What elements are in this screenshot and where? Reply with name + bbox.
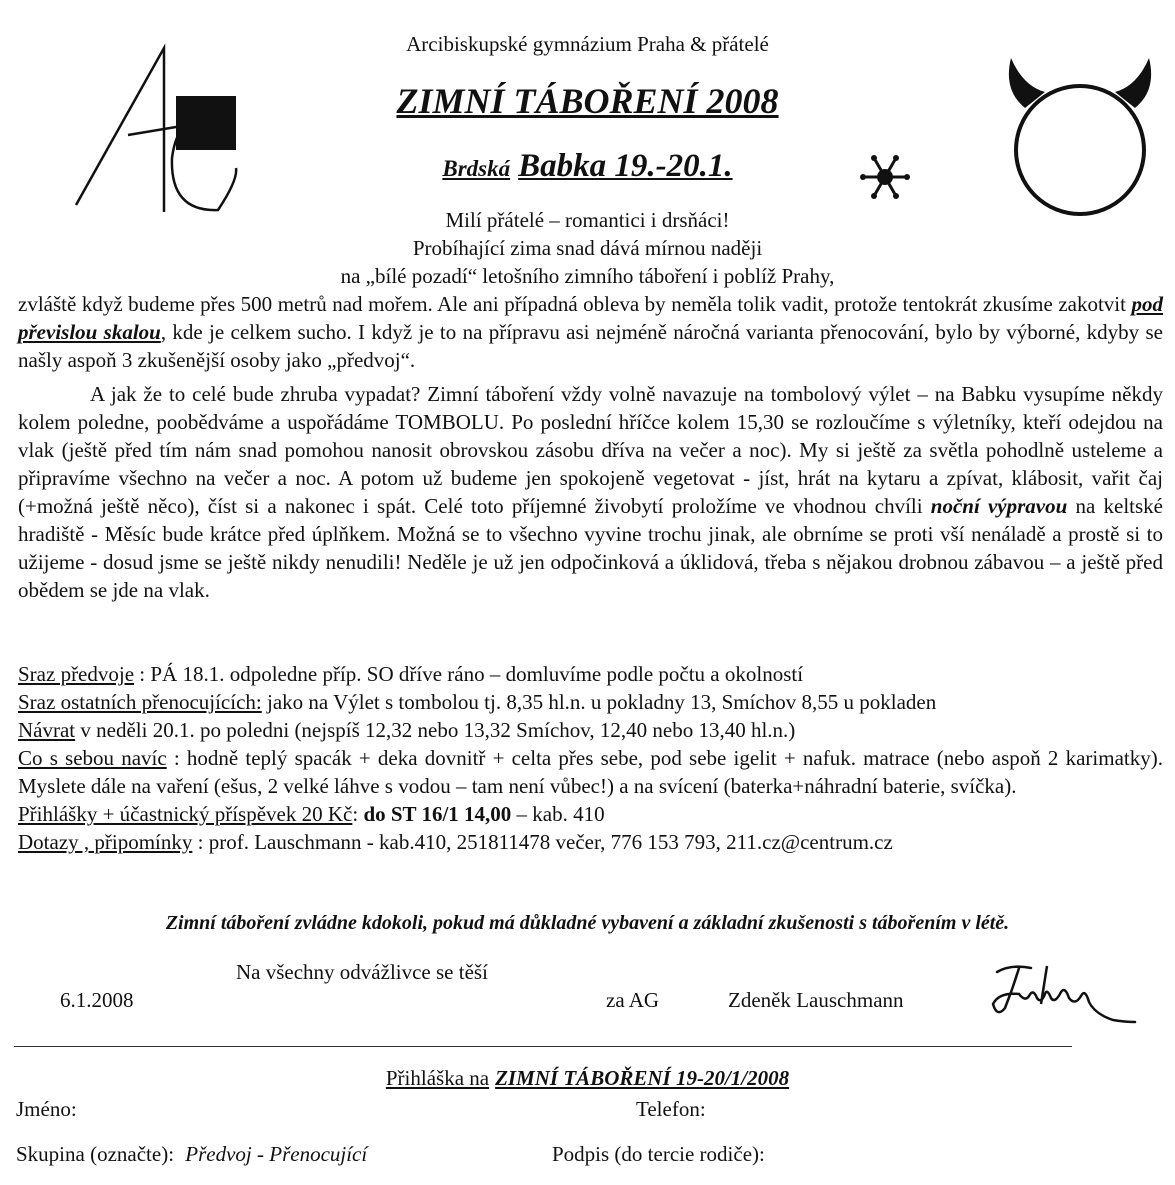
form-title	[0, 1066, 1175, 1091]
paragraph-2-emphasis: noční výpravou	[930, 494, 1068, 518]
group-field-label: Skupina (označte):	[16, 1142, 175, 1166]
paragraph-2-text-a: A jak že to celé bude zhruba vypadat? Zimní táboření vždy volně navazuje na tombolový výlet – na Babku vysupíme někdy kolem poledne, poobědváme a uspořádáme TOMBOLU. Po poslední hříčce kolem 15,30 se rozloučíme s výletníky, kteří odejdou na vlak (ještě před tím nám snad pomohou nanosit obrovskou zásobu dříva na večer a noc). My si ještě za světla pohodlně usteleme a připravíme všechno na večer a noc. A potom už budeme jen spokojeně vegetovat - jíst, hrát na kytaru a zpívat, klábosit, vařit čaj (+možná ještě něco), číst si a nakonec i spát. Celé toto příjemné živobytí proložíme ve vhodnou chvíli	[18, 382, 1163, 518]
phone-field-label: Telefon:	[636, 1097, 706, 1121]
form-title-prefix: Přihláška na	[385, 1066, 490, 1090]
info-sraz-predvoje	[18, 660, 1163, 688]
info-value: v neděli 20.1. po poledni (nejspíš 12,32 nebo 13,32 Smíchov, 12,40 nebo 13,40 hl.n.)	[75, 718, 796, 742]
devil-face-icon	[995, 50, 1165, 220]
paragraph-1-text-b: , kde je celkem sucho. I když je to na přípravu asi nejméně náročná varianta přenocování, bylo by výborné, kdyby se našly aspoň 3 zkušenější osoby jako „předvoj“.	[18, 320, 1163, 372]
paragraph-1-text-a: zvláště když budeme přes 500 metrů nad mořem. Ale ani případná obleva by neměla tolik vadit, protože tentokrát zkusíme zakotvit	[18, 292, 1132, 316]
intro-line-3: na „bílé pozadí“ letošního zimního táboření i poblíž Prahy,	[340, 264, 835, 288]
info-label: Sraz předvoje	[18, 662, 135, 686]
organization-name: Arcibiskupské gymnázium Praha & přátelé	[406, 32, 769, 56]
info-label: Dotazy , připomínky	[18, 830, 193, 854]
info-label: Sraz ostatních přenocujících:	[18, 690, 262, 714]
info-label: Co s sebou navíc	[18, 746, 167, 770]
info-value: – kab. 410	[511, 802, 605, 826]
info-value: : PÁ 18.1. odpoledne příp. SO dříve ráno – domluvíme podle počtu a okolností	[134, 662, 804, 686]
on-behalf-of: za AG	[606, 988, 660, 1012]
greeting: Na všechny odvážlivce se těší	[236, 960, 488, 984]
page-title: ZIMNÍ TÁBOŘENÍ 2008	[396, 81, 779, 121]
intro-line-1: Milí přátelé – romantici i drsňáci!	[445, 208, 730, 232]
info-value: : prof. Lauschmann - kab.410, 251811478 večer, 776 153 793, 211.cz@centrum.cz	[192, 830, 893, 854]
info-dotazy	[18, 828, 1163, 856]
name-field-label: Jméno:	[16, 1097, 77, 1121]
signature-field-label: Podpis (do tercie rodiče):	[552, 1142, 765, 1166]
info-value: jako na Výlet s tombolou tj. 8,35 hl.n. u pokladny 13, Smíchov 8,55 u pokladen	[261, 690, 937, 714]
info-prihlasky	[18, 800, 1163, 828]
info-separator: :	[352, 802, 364, 826]
signer-name: Zdeněk Lauschmann	[728, 988, 904, 1012]
divider	[14, 1046, 1072, 1047]
event-date: Babka 19.-20.1.	[518, 148, 733, 184]
motto: Zimní táboření zvládne kdokoli, pokud má důkladné vybavení a základní zkušenosti s tábořením v létě.	[165, 912, 1010, 934]
paragraph-2-text-b: na keltské hradiště - Měsíc bude krátce před úplňkem. Možná se to všechno vyvine trochu jinak, ale obrníme se proti vší nenáladě a prostě si to užijeme - dosud jsme se ještě nikdy nenudili! Neděle je už jen odpočinková a úklidová, třeba s nějakou drobnou zábavou – a ještě před obědem se jde na vlak.	[18, 494, 1163, 602]
intro-line-2: Probíhající zima snad dává mírnou naději	[412, 236, 763, 260]
info-label: Přihlášky + účastnický příspěvek 20 Kč	[18, 802, 353, 826]
paragraph-1-emphasis: pod převislou skalou	[18, 292, 1163, 344]
info-label: Návrat	[18, 718, 76, 742]
group-options: Předvoj - Přenocující	[185, 1142, 368, 1166]
form-title-event: ZIMNÍ TÁBOŘENÍ 19-20/1/2008	[495, 1066, 790, 1090]
info-deadline: do ST 16/1 14,00	[363, 802, 512, 826]
info-value: : hodně teplý spacák + deka dovnitř + celta přes sebe, pod sebe igelit + nafuk. matrace (nebo aspoň 2 karimatky). Myslete dále na vaření (ešus, 2 velké láhve s vodou – tam není vůbec!) a na svícení (baterka+náhradní baterie, svíčka).	[18, 746, 1163, 798]
info-co-s-sebou	[18, 744, 1163, 800]
paragraph-1	[18, 290, 1163, 374]
group-field	[16, 1142, 367, 1167]
intro	[0, 206, 1175, 290]
info-section	[18, 660, 1163, 856]
paragraph-2	[18, 380, 1163, 604]
date: 6.1.2008	[60, 988, 134, 1012]
place-name: Brdská	[442, 156, 511, 181]
info-sraz-ostatnich	[18, 688, 1163, 716]
ag-logo	[68, 40, 258, 220]
event-place-date	[0, 148, 1175, 185]
info-navrat	[18, 716, 1163, 744]
handwritten-signature	[985, 958, 1145, 1034]
